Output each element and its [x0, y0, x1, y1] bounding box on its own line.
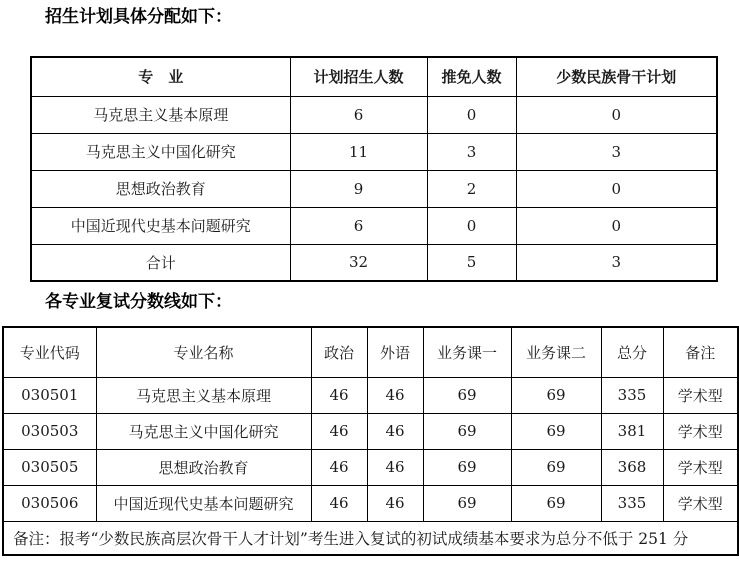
header-planned-count: 计划招生人数 — [290, 57, 427, 96]
table-row — [31, 133, 717, 170]
major-name-cell: 思想政治教育 — [96, 449, 311, 485]
course-one-cell: 69 — [423, 449, 511, 485]
document-page — [0, 6, 739, 570]
total-minority-cell: 3 — [516, 244, 717, 281]
exempt-count-cell: 2 — [427, 170, 516, 207]
exempt-count-cell: 3 — [427, 133, 516, 170]
note-row — [3, 521, 738, 555]
header-major: 专 业 — [31, 57, 290, 96]
major-cell: 中国近现代史基本问题研究 — [31, 207, 290, 244]
total-planned-cell: 32 — [290, 244, 427, 281]
note-cell: 备注：报考“少数民族高层次骨干人才计划”考生进入复试的初试成绩基本要求为总分不低于 251 分 — [3, 521, 738, 555]
politics-cell: 46 — [311, 377, 367, 413]
major-cell: 马克思主义中国化研究 — [31, 133, 290, 170]
header-course-two: 业务课二 — [511, 327, 601, 377]
foreign-language-cell: 46 — [367, 485, 423, 521]
planned-count-cell: 6 — [290, 207, 427, 244]
course-one-cell: 69 — [423, 413, 511, 449]
major-code-cell: 030506 — [3, 485, 96, 521]
major-name-cell: 马克思主义基本原理 — [96, 377, 311, 413]
score-line-table — [2, 326, 739, 556]
exempt-count-cell: 0 — [427, 207, 516, 244]
total-score-cell: 335 — [601, 485, 663, 521]
major-cell: 马克思主义基本原理 — [31, 96, 290, 133]
politics-cell: 46 — [311, 413, 367, 449]
score-header-row — [3, 327, 738, 377]
table-row — [3, 377, 738, 413]
header-politics: 政治 — [311, 327, 367, 377]
major-code-cell: 030503 — [3, 413, 96, 449]
table-row — [31, 170, 717, 207]
major-cell: 思想政治教育 — [31, 170, 290, 207]
total-row — [31, 244, 717, 281]
minority-plan-cell: 0 — [516, 170, 717, 207]
major-code-cell: 030501 — [3, 377, 96, 413]
header-total-score: 总分 — [601, 327, 663, 377]
table-row — [31, 207, 717, 244]
minority-plan-cell: 3 — [516, 133, 717, 170]
foreign-language-cell: 46 — [367, 377, 423, 413]
planned-count-cell: 11 — [290, 133, 427, 170]
remark-cell: 学术型 — [663, 413, 738, 449]
minority-plan-cell: 0 — [516, 96, 717, 133]
section1-title: 招生计划具体分配如下： — [45, 7, 232, 27]
course-two-cell: 69 — [511, 485, 601, 521]
major-code-cell: 030505 — [3, 449, 96, 485]
course-one-cell: 69 — [423, 485, 511, 521]
planned-count-cell: 6 — [290, 96, 427, 133]
planned-count-cell: 9 — [290, 170, 427, 207]
remark-cell: 学术型 — [663, 377, 738, 413]
header-minority-plan: 少数民族骨干计划 — [516, 57, 717, 96]
politics-cell: 46 — [311, 485, 367, 521]
minority-plan-cell: 0 — [516, 207, 717, 244]
course-one-cell: 69 — [423, 377, 511, 413]
total-score-cell: 381 — [601, 413, 663, 449]
total-label-cell: 合计 — [31, 244, 290, 281]
table-row — [31, 96, 717, 133]
header-major-code: 专业代码 — [3, 327, 96, 377]
header-exempt-count: 推免人数 — [427, 57, 516, 96]
header-major-name: 专业名称 — [96, 327, 311, 377]
table-row — [3, 413, 738, 449]
politics-cell: 46 — [311, 449, 367, 485]
course-two-cell: 69 — [511, 413, 601, 449]
total-exempt-cell: 5 — [427, 244, 516, 281]
course-two-cell: 69 — [511, 449, 601, 485]
enrollment-header-row — [31, 57, 717, 96]
foreign-language-cell: 46 — [367, 413, 423, 449]
total-score-cell: 368 — [601, 449, 663, 485]
remark-cell: 学术型 — [663, 449, 738, 485]
header-remark: 备注 — [663, 327, 738, 377]
enrollment-plan-table — [30, 56, 718, 282]
section2-title: 各专业复试分数线如下： — [45, 292, 232, 312]
foreign-language-cell: 46 — [367, 449, 423, 485]
table-row — [3, 449, 738, 485]
total-score-cell: 335 — [601, 377, 663, 413]
header-course-one: 业务课一 — [423, 327, 511, 377]
exempt-count-cell: 0 — [427, 96, 516, 133]
table-row — [3, 485, 738, 521]
major-name-cell: 中国近现代史基本问题研究 — [96, 485, 311, 521]
remark-cell: 学术型 — [663, 485, 738, 521]
course-two-cell: 69 — [511, 377, 601, 413]
major-name-cell: 马克思主义中国化研究 — [96, 413, 311, 449]
header-foreign-language: 外语 — [367, 327, 423, 377]
